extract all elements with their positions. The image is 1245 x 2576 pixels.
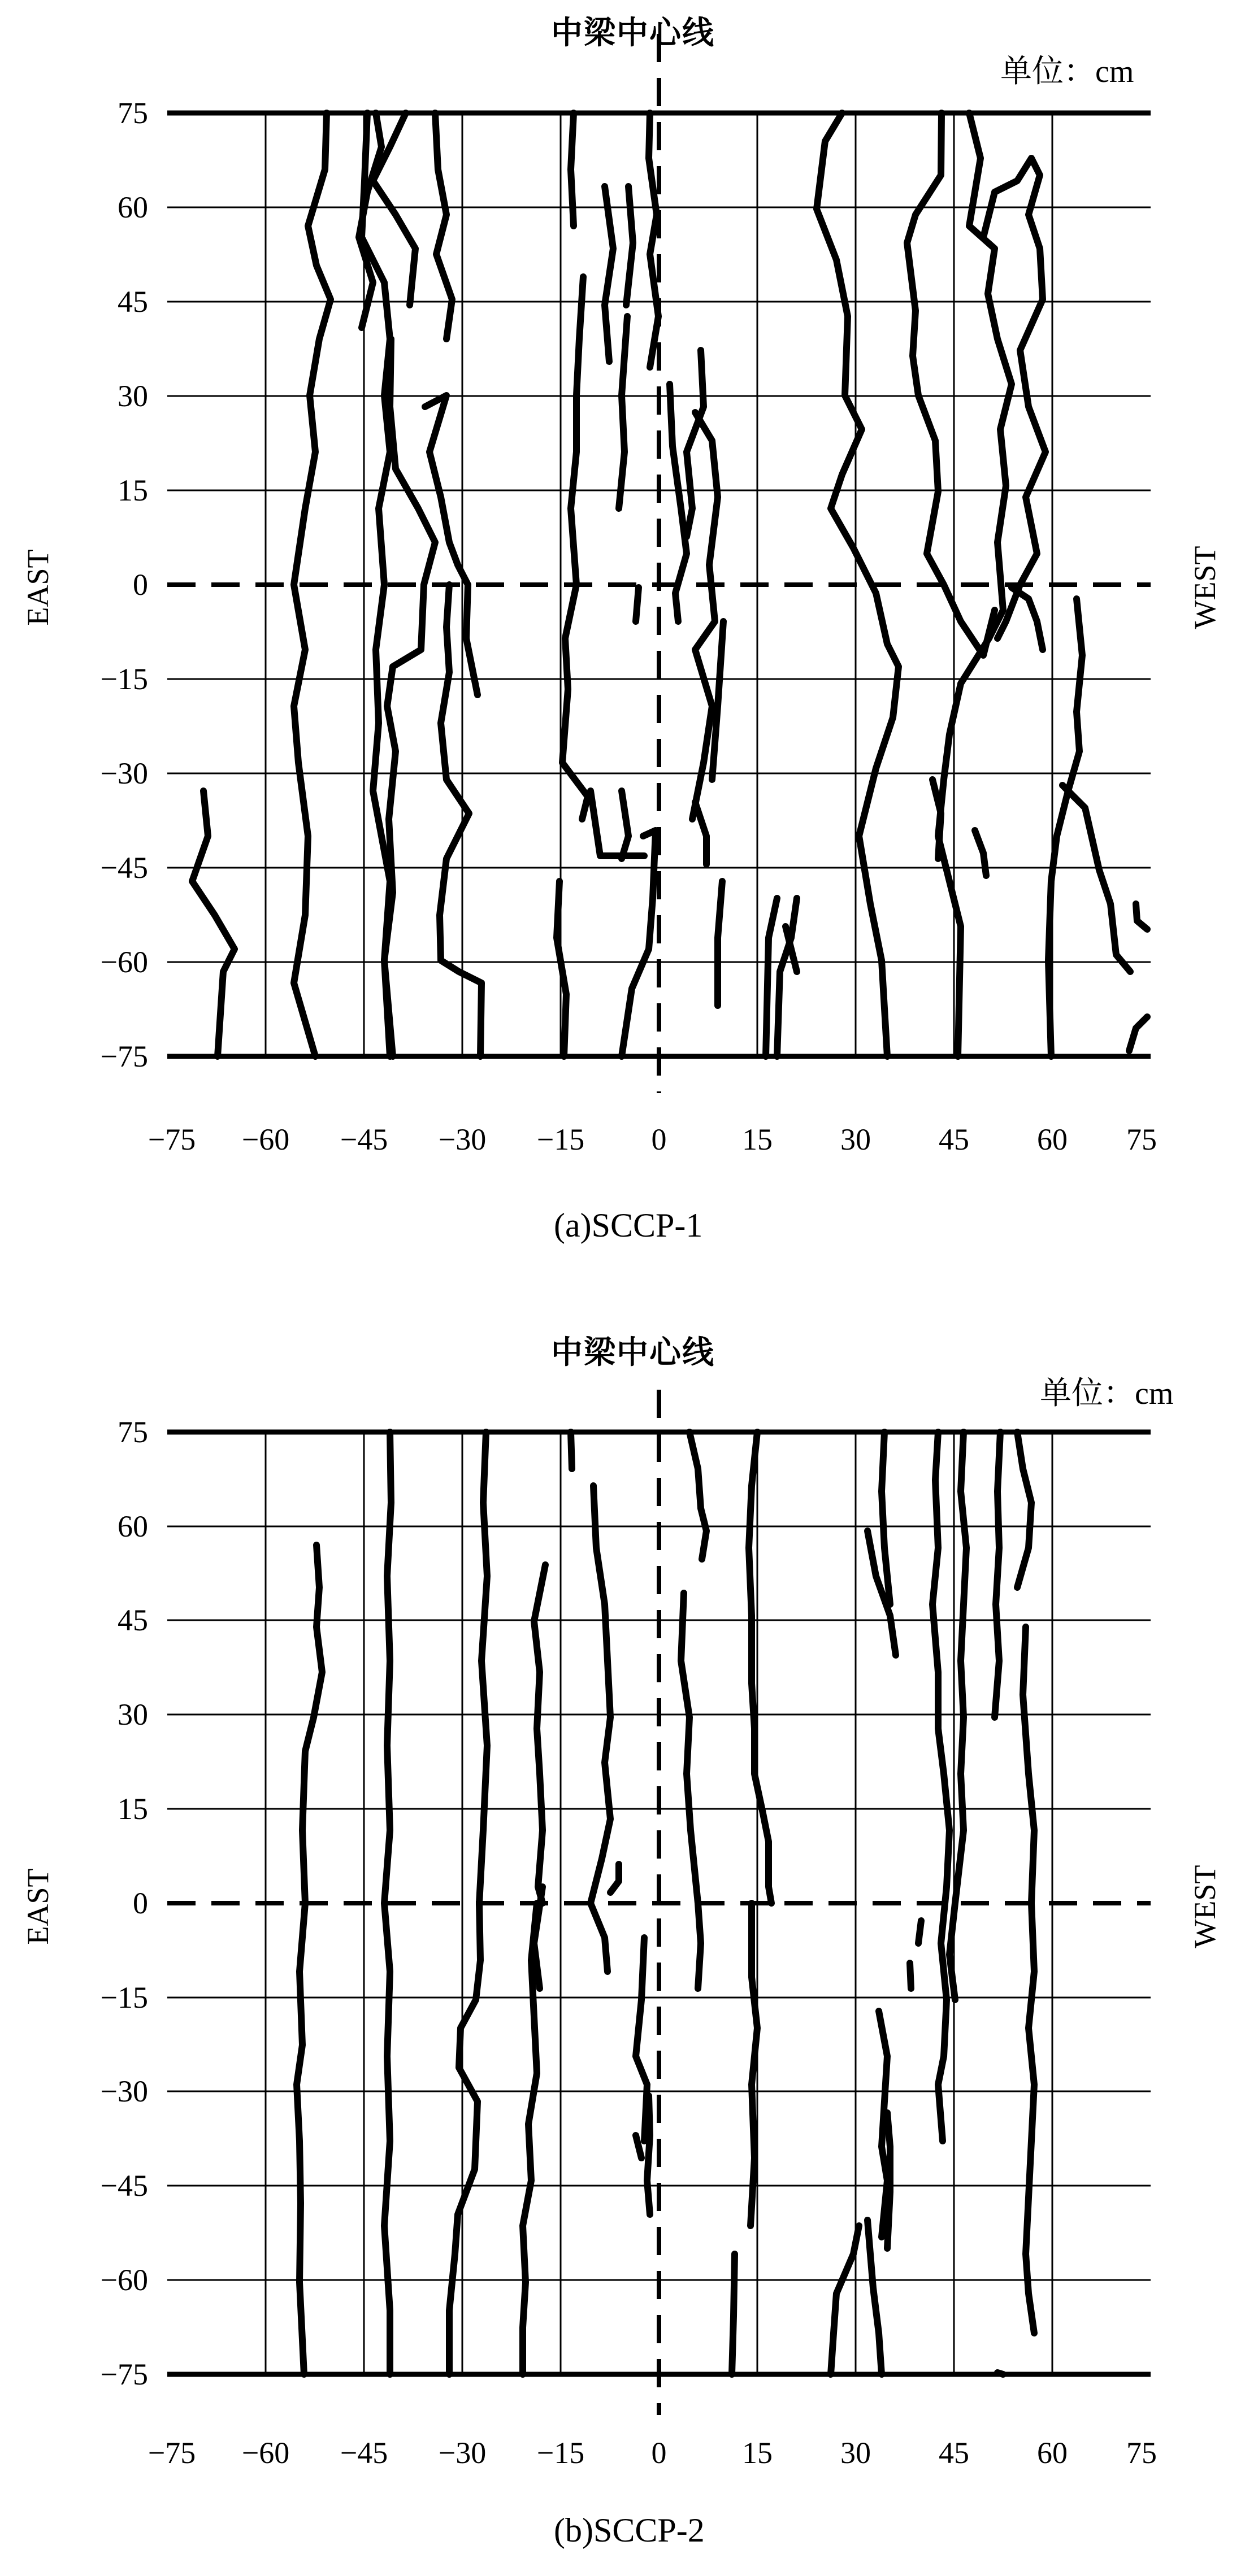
y-tick-label: −30 (100, 756, 148, 790)
crack-line (1062, 785, 1130, 972)
crack-line (1023, 1627, 1034, 2333)
y-tick-label: 45 (118, 1603, 148, 1637)
x-tick-label: 30 (840, 1122, 871, 1156)
y-tick-label: 0 (133, 1886, 148, 1920)
x-tick-label: −15 (536, 2436, 585, 2470)
y-tick-label: −60 (100, 2263, 148, 2297)
crack-line (681, 1593, 701, 1988)
crack-line (949, 1432, 966, 2000)
crack-line (932, 1432, 949, 2141)
west-label: WEST (1188, 1865, 1222, 1948)
figure-caption: (a)SCCP-1 (554, 1207, 703, 1244)
unit-label: 单位：cm (1000, 54, 1134, 89)
crack-line (907, 113, 995, 655)
crack-line (626, 186, 633, 305)
crack-line (1136, 904, 1147, 929)
crack-line (591, 1486, 610, 1972)
x-tick-label: −30 (438, 1122, 487, 1156)
crack-line (1129, 1017, 1147, 1051)
unit-label: 单位：cm (1040, 1376, 1174, 1411)
crack-line (636, 2135, 641, 2158)
crack-line (695, 802, 706, 864)
crack-line (1017, 1432, 1031, 1587)
y-tick-label: −75 (100, 1039, 148, 1073)
x-tick-label: −60 (241, 2436, 290, 2470)
crack-line (777, 898, 797, 1056)
crack-line (192, 791, 235, 1056)
x-tick-label: 75 (1126, 2436, 1157, 2470)
crack-line (571, 113, 574, 226)
x-tick-label: 15 (742, 1122, 773, 1156)
x-tick-label: −45 (340, 1122, 388, 1156)
x-tick-label: 15 (742, 2436, 773, 2470)
y-tick-label: 30 (118, 379, 148, 413)
crack-line (435, 113, 452, 339)
figure-caption: (b)SCCP-2 (554, 2512, 705, 2549)
crack-line (983, 158, 1046, 638)
west-label: WEST (1188, 546, 1222, 629)
crack-line (384, 339, 435, 1056)
crack-line (619, 316, 627, 508)
crack-line (887, 2113, 890, 2248)
x-tick-label: 60 (1037, 1122, 1068, 1156)
centerline-label: 中梁中心线 (551, 15, 715, 51)
crack-line (732, 2254, 735, 2374)
x-tick-label: 0 (651, 2436, 667, 2470)
crack-line (1048, 599, 1082, 1056)
crack-line (610, 1864, 619, 1892)
x-tick-label: 60 (1037, 2436, 1068, 2470)
x-tick-label: 45 (939, 1122, 969, 1156)
crack-line (649, 113, 658, 367)
crack-line (297, 1545, 322, 2374)
crack-line (997, 2373, 1003, 2374)
crack-line (975, 830, 986, 876)
crack-line (440, 585, 481, 1056)
y-tick-label: 30 (118, 1698, 148, 1731)
y-tick-label: 75 (118, 96, 148, 130)
crack-line (751, 1903, 757, 2226)
y-tick-label: −45 (100, 2169, 148, 2203)
x-tick-label: −60 (241, 1122, 290, 1156)
x-tick-label: −45 (340, 2436, 388, 2470)
crack-line (562, 277, 588, 819)
x-tick-label: −75 (148, 2436, 196, 2470)
crack-line (867, 2220, 882, 2374)
crack-line (995, 1432, 1000, 1717)
y-tick-label: 60 (118, 1509, 148, 1543)
crack-line (591, 791, 644, 856)
crack-pattern-plot (0, 1322, 1245, 2576)
x-tick-label: −15 (536, 1122, 585, 1156)
east-label: EAST (21, 1868, 55, 1945)
east-label: EAST (21, 549, 55, 626)
crack-line (534, 1565, 545, 1903)
crack-line (571, 1432, 572, 1469)
crack-line (918, 1921, 921, 1943)
y-tick-label: −15 (100, 662, 148, 696)
crack-line (882, 1432, 890, 1604)
x-tick-label: 75 (1126, 1122, 1157, 1156)
panel-sccp-2 (0, 1322, 1245, 2576)
y-tick-label: −15 (100, 1981, 148, 2014)
crack-line (622, 791, 628, 859)
y-tick-label: −60 (100, 945, 148, 979)
x-tick-label: −75 (148, 1122, 196, 1156)
y-tick-label: −75 (100, 2357, 148, 2391)
y-tick-label: 15 (118, 473, 148, 507)
crack-line (910, 1963, 911, 1988)
y-tick-label: −30 (100, 2074, 148, 2108)
y-tick-labels (101, 1415, 148, 2391)
crack-line (359, 113, 381, 328)
y-tick-labels (101, 96, 148, 1073)
x-tick-label: 0 (651, 1122, 667, 1156)
y-tick-label: 45 (118, 285, 148, 319)
y-tick-label: 0 (133, 568, 148, 602)
crack-line (636, 588, 639, 621)
x-tick-label: 30 (840, 2436, 871, 2470)
crack-line (647, 2096, 650, 2214)
crack-line (605, 186, 613, 362)
crack-line (689, 1432, 706, 1559)
y-tick-label: 15 (118, 1792, 148, 1826)
x-tick-labels (148, 2436, 1157, 2470)
crack-line (687, 350, 704, 537)
y-tick-label: 75 (118, 1415, 148, 1449)
y-tick-label: 60 (118, 190, 148, 224)
centerline-label: 中梁中心线 (551, 1334, 715, 1371)
crack-line (718, 881, 722, 1006)
x-tick-label: 45 (939, 2436, 969, 2470)
crack-line (636, 1938, 647, 2141)
x-tick-labels (148, 1122, 1157, 1156)
crack-line (749, 1432, 771, 1903)
y-tick-label: −45 (100, 851, 148, 885)
crack-line (622, 830, 656, 1056)
x-tick-label: −30 (438, 2436, 487, 2470)
